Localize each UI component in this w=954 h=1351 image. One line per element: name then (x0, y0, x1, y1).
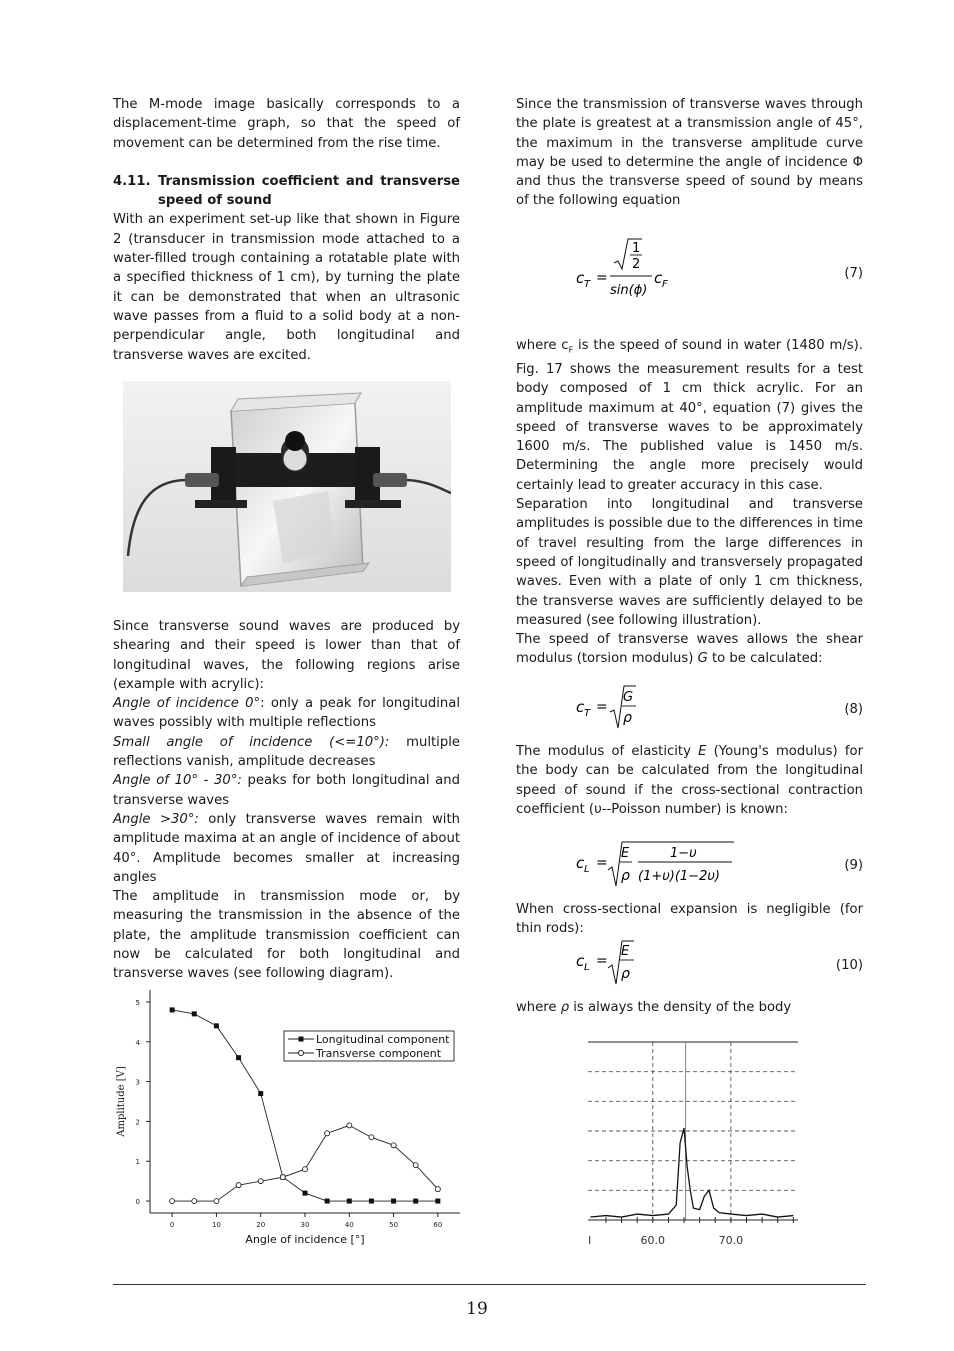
eq-lhs: c (576, 854, 585, 872)
paragraph: When cross-sectional expansion is negligible (for thin rods): (516, 902, 863, 937)
waveform-trace (590, 1128, 793, 1217)
page-number: 19 (466, 1299, 488, 1319)
left-column (113, 95, 460, 365)
eq-equals: = (596, 699, 608, 715)
x-axis-title: Angle of incidence [°] (245, 1233, 365, 1246)
legend (284, 1031, 454, 1061)
footer-rule (113, 1284, 866, 1285)
data-point-longitudinal (325, 1199, 330, 1204)
eq-lhs-sub: L (584, 962, 590, 973)
data-point-transverse (413, 1163, 418, 1168)
data-point-longitudinal (236, 1055, 241, 1060)
data-point-longitudinal (192, 1011, 197, 1016)
y-tick-label: 5 (135, 998, 140, 1007)
paragraph: The speed of transverse waves allows the shear modulus (torsion modulus) G to be calculated: (516, 632, 863, 667)
legend-label-longitudinal: Longitudinal component (316, 1033, 450, 1046)
data-point-longitudinal (413, 1199, 418, 1204)
paragraph: The amplitude in transmission mode or, by measuring the transmission in the absence of the plate, the amplitude transmission coefficient can now be calculated for both longitudinal and transverse waves (see following diagram). (113, 889, 460, 982)
eq-lhs: c (576, 952, 585, 970)
eq-num-bot: 2 (632, 257, 641, 272)
data-point-transverse (258, 1179, 263, 1184)
data-point-longitudinal (303, 1191, 308, 1196)
data-point-transverse (170, 1199, 175, 1204)
section-number: 4.11. (113, 173, 151, 189)
eq-bot: ρ (623, 710, 632, 726)
data-point-transverse (236, 1183, 241, 1188)
x-tick-label: 60.0 (640, 1234, 666, 1247)
x-tick-label: 0 (169, 1221, 175, 1229)
legend-marker-transverse (299, 1051, 304, 1056)
region-item: Angle of incidence 0°: only a peak for longitudinal waves possibly with multiple reflections (113, 696, 460, 731)
region-item: Small angle of incidence (<=10°): multiple reflections vanish, amplitude decreases (113, 734, 460, 770)
equation-9 (576, 838, 746, 890)
section-title: Transmission coefficient and transverse speed of sound (158, 173, 460, 209)
y-tick-label: 0 (135, 1198, 140, 1207)
data-point-longitudinal (369, 1199, 374, 1204)
eq-rhs: c (654, 269, 663, 287)
eq-den: sin(ϕ) (610, 283, 648, 298)
eq-equals: = (596, 953, 608, 969)
eq-frac-top: 1−υ (670, 846, 697, 861)
section-heading (113, 172, 460, 211)
eq-bot: ρ (621, 868, 630, 884)
amplitude-chart (110, 985, 466, 1247)
paragraph: With an experiment set-up like that shown in Figure 2 (transducer in transmission mode attached to a water-filled trough containing a rotatable plate with a specified thickness of 1 cm), by turning the plate it can be demonstrated that when an ultrasonic wave passes from a fluid to a solid body at a non-perpendicular angle, both longitudinal and transverse waves are excited. (113, 212, 460, 363)
eq-lhs: c (576, 698, 585, 716)
paragraph: where $c_F$ is the speed of sound in water (1480 m/s). Fig. 17 shows the measurement results for a test body composed of 1 cm thick acrylic. For an amplitude maximum at 40°, equation (7) gives the speed of transverse waves to be approximately 1600 m/s. The published value is 1450 m/s. Determining the angle more precisely would certainly lead to greater accuracy in this case. (516, 338, 863, 493)
experiment-photo (123, 381, 451, 592)
waveform-chart (580, 1032, 806, 1252)
data-point-transverse (303, 1167, 308, 1172)
right-column (516, 95, 863, 211)
eq-frac-bot: (1+υ)(1−2υ) (638, 869, 720, 884)
x-tick-label: 70.0 (718, 1234, 744, 1247)
equation-8 (576, 684, 656, 734)
y-tick-label: 1 (135, 1158, 140, 1167)
right-column-middle (516, 336, 863, 669)
data-point-transverse (369, 1135, 374, 1140)
right-column-end (516, 998, 863, 1017)
data-point-transverse (435, 1187, 440, 1192)
region-item: Angle of 10° - 30°: peaks for both longitudinal and transverse waves (113, 773, 460, 808)
eq-equals: = (596, 855, 608, 871)
data-point-longitudinal (170, 1007, 175, 1012)
paragraph: Since the transmission of transverse waves through the plate is greatest at a transmission angle of 45°, the maximum in the transverse amplitude curve may be used to determine the angle of incidence Φ and thus the transverse speed of sound by means of the following equation (516, 97, 863, 209)
data-point-longitudinal (435, 1199, 440, 1204)
eq-top: G (623, 690, 634, 705)
data-point-longitudinal (347, 1199, 352, 1204)
data-point-transverse (214, 1199, 219, 1204)
eq-top: E (621, 944, 630, 959)
x-tick-label: 60 (433, 1221, 443, 1229)
data-point-longitudinal (214, 1023, 219, 1028)
paragraph: where ρ is always the density of the body (516, 1000, 792, 1015)
equation-number: (8) (844, 702, 863, 717)
y-tick-label: 2 (135, 1118, 140, 1127)
x-tick-label: 30 (300, 1221, 310, 1229)
series-line-transverse (172, 1125, 438, 1201)
data-point-longitudinal (258, 1091, 263, 1096)
paragraph: Since transverse sound waves are produced by shearing and their speed is lower than that of longitudinal waves, the following regions arise (example with acrylic): (113, 619, 460, 692)
equation-number: (10) (835, 958, 863, 973)
eq-lhs-sub: T (584, 279, 591, 290)
x-tick-label: 10 (211, 1221, 221, 1229)
y-axis-title: Amplitude [V] (116, 1066, 127, 1137)
data-point-transverse (280, 1175, 285, 1180)
legend-label-transverse: Transverse component (316, 1047, 442, 1060)
x-tick-label: 20 (256, 1221, 266, 1229)
data-point-longitudinal (391, 1199, 396, 1204)
data-point-transverse (347, 1123, 352, 1128)
left-column-lower (113, 617, 460, 984)
eq-num-top: 1 (632, 241, 641, 256)
paragraph: The modulus of elasticity E (Young's modulus) for the body can be calculated from the longitudinal speed of sound if the cross-sectional contraction coefficient (υ--Poisson number) is known: (516, 744, 863, 817)
equation-10 (576, 938, 656, 988)
eq-lhs: c (576, 269, 585, 287)
x-tick-label: I (588, 1234, 592, 1247)
eq-bot: ρ (621, 966, 630, 982)
y-tick-label: 3 (135, 1078, 140, 1087)
data-point-transverse (325, 1131, 330, 1136)
equation-7 (576, 235, 696, 305)
equation-number: (9) (844, 858, 863, 873)
eq-equals: = (596, 270, 608, 286)
eq-lhs-sub: L (584, 864, 590, 875)
x-tick-label: 50 (389, 1221, 399, 1229)
paragraph: Separation into longitudinal and transverse amplitudes is possible due to the differences in time of travel resulting from the large differences in speed of longitudinally and transversely propagated waves. Even with a plate of only 1 cm thickness, the transverse waves are sufficiently delayed to be measured (see following illustration). (516, 497, 863, 628)
x-tick-label: 40 (344, 1221, 354, 1229)
equation-number: (7) (844, 266, 863, 281)
region-item: Angle >30°: only transverse waves remain with amplitude maxima at an angle of incidence of about 40°. Amplitude becomes smaller at increasing angles (113, 811, 460, 885)
eq-top: E (621, 846, 630, 861)
data-point-transverse (192, 1199, 197, 1204)
paragraph: The M-mode image basically corresponds to a displacement-time graph, so that the speed of movement can be determined from the rise time. (113, 97, 460, 151)
y-tick-label: 4 (135, 1038, 140, 1047)
right-column-lower (516, 742, 863, 819)
eq-lhs-sub: T (584, 708, 591, 719)
eq-rhs-sub: F (662, 279, 668, 290)
right-column-note (516, 900, 863, 939)
legend-marker-longitudinal (299, 1037, 304, 1042)
data-point-transverse (391, 1143, 396, 1148)
